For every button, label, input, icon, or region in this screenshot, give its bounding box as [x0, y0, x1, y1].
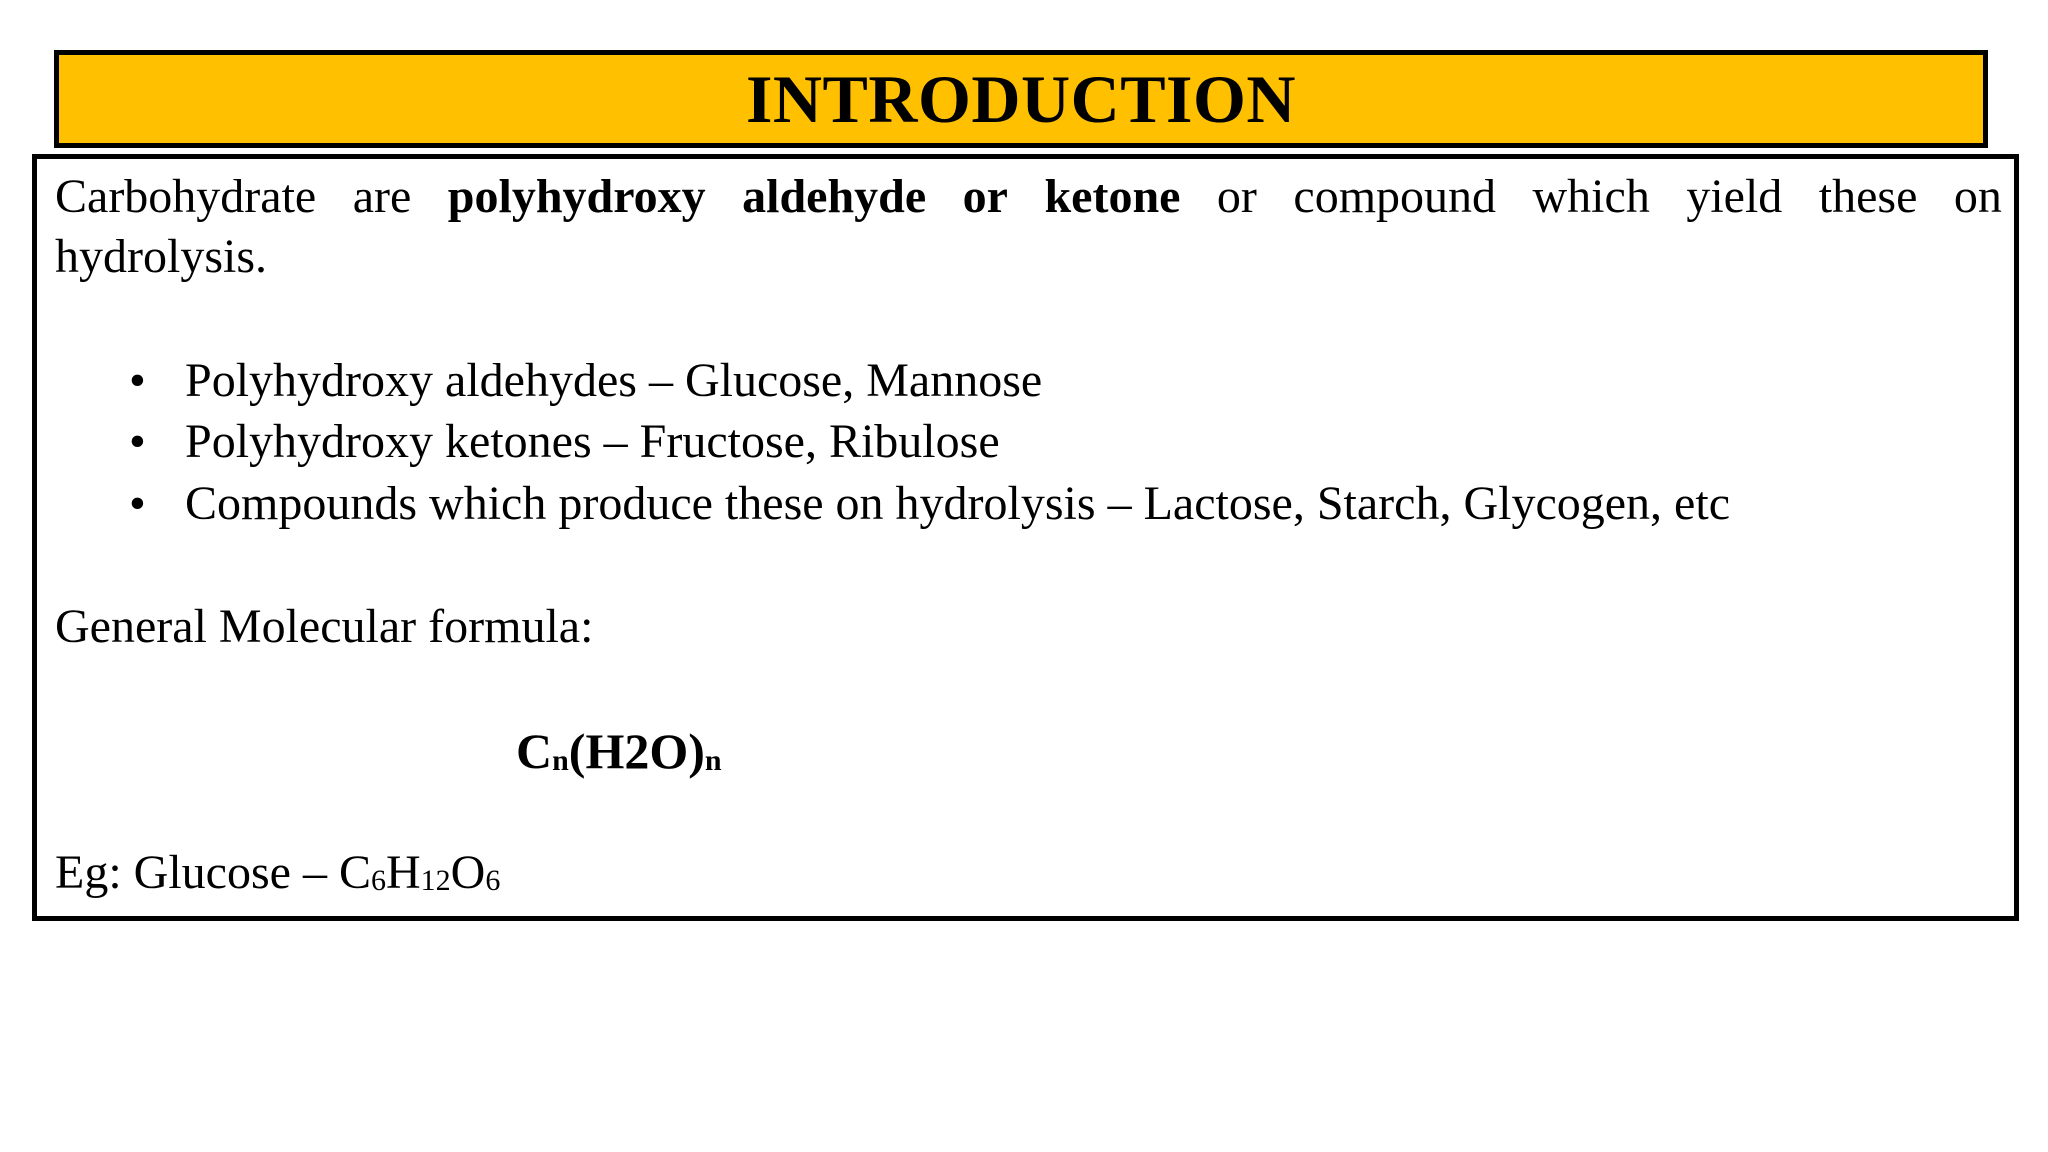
formula-subscript: n [704, 744, 722, 777]
example-element: O [450, 846, 486, 899]
example-element: H [385, 846, 421, 899]
bullet-text: Polyhydroxy ketones – Fructose, Ribulose [185, 415, 1000, 468]
formula-group: (H2O) [568, 723, 705, 779]
example-subscript: 6 [370, 864, 386, 897]
definition-word: compound [1293, 170, 1497, 223]
definition-line-2: hydrolysis. [55, 230, 268, 283]
title-banner [54, 50, 1988, 148]
definition-bold-word: aldehyde [742, 170, 927, 223]
example-subscript: 12 [420, 864, 451, 897]
general-formula [516, 721, 722, 791]
formula-subscript: n [552, 744, 569, 777]
definition-word: on [1953, 170, 2002, 223]
definition-bold-word: or [962, 170, 1008, 223]
formula-label: General Molecular formula: [55, 600, 594, 653]
definition-bold-word: ketone [1044, 170, 1181, 223]
bullet-marker: • [129, 415, 146, 468]
definition-word: or [1216, 170, 1257, 223]
formula-base: C [516, 723, 553, 779]
example-line [55, 843, 2002, 911]
definition-word: these [1818, 170, 1918, 223]
example-prefix: Eg: Glucose – C [55, 846, 371, 899]
bullet-text: Polyhydroxy aldehydes – Glucose, Mannose [185, 354, 1043, 407]
bullet-text: Compounds which produce these on hydrolysis – Lactose, Starch, Glycogen, etc [185, 477, 1730, 530]
content-box [32, 154, 2019, 921]
definition-word: yield [1686, 170, 1783, 223]
definition-word: which [1532, 170, 1650, 223]
definition-bold-word: polyhydroxy [447, 170, 706, 223]
definition-word: are [352, 170, 412, 223]
bullet-marker: • [129, 477, 146, 530]
example-subscript: 6 [485, 864, 501, 897]
definition-word: Carbohydrate [55, 170, 317, 223]
slide-title: INTRODUCTION [745, 61, 1297, 137]
bullet-marker: • [129, 354, 146, 407]
definition-line-1 [55, 167, 2002, 227]
